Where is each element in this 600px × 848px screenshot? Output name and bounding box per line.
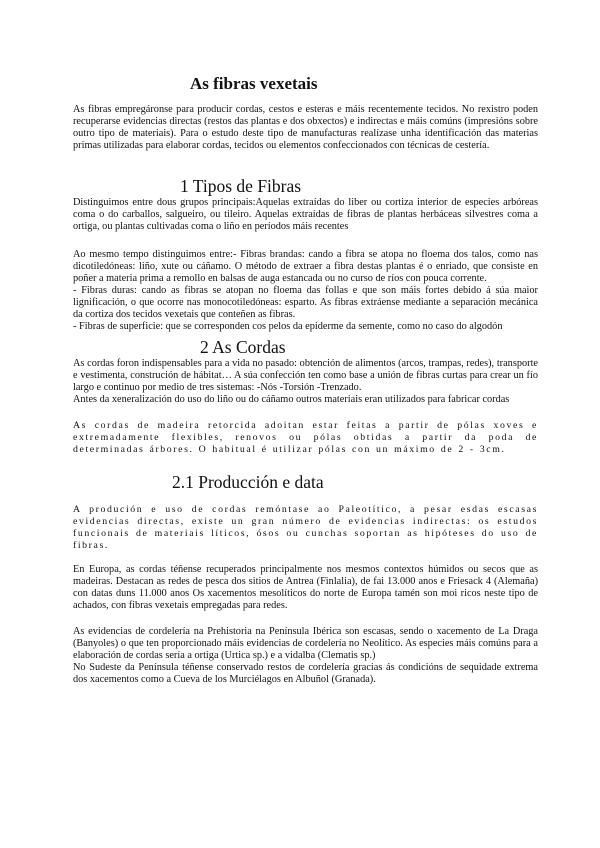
intro-text: As fibras empregáronse para producir cordas, cestos e esteras e máis recentemente tecidos. No rexistro poden recuperarse evidencias directas (restos das plantas e dos obxectos) e indirectas e máis comúns (impresións sobre outro tipo de materiais). Para o estudo deste tipo de manufacturas realízase unha identificación das materias primas utilizadas para elaborar cordas, tecidos ou elementos confeccionados con técnicas de cestería. <box>73 104 538 151</box>
document-title: As fibras vexetais <box>190 74 318 93</box>
paragraph-text: A produción e uso de cordas remóntase ao Paleotítico, a pesar esdas escasas evidencias directas, existe un gran número de evidencias indirectas: os estudos funcionais de materiais líticos, ósos ou cunchas soportan as hipóteses do uso de fibras. <box>73 504 538 551</box>
intro-paragraph <box>73 104 538 152</box>
paragraph-text: En Europa, as cordas téñense recuperados principalmente nos mesmos contextos húmidos ou secos que as madeiras. Destacan as redes de pesca dos sitios de Antrea (Finlalia), de fai 13.000 anos e Friesack 4 (Alemaña) con datas duns 11.000 anos Os xacementos mesolíticos do norte de Europa tamén son moi ricos neste tipo de achados, con fibras vexetais empregadas para redes. <box>73 564 538 611</box>
paragraph-line: Ao mesmo tempo distinguimos entre:- Fibras brandas: cando a fibra se atopa no floema dos talos, como nas dicotiledóneas: liño, xute ou cáñamo. O método de extraer a fibra destas plantas é o enriado, que consiste en poñer a materia prima a remollo en balsas de auga estancada ou no curso de ríos con pouca corrente. <box>73 249 538 284</box>
paragraph-line: - Fibras duras: cando as fibras se atopan no floema das follas e que son máis fortes debido á súa maior lignificación, o que ocorre nas monocotiledóneas: esparto. As fibras extráense mediante a separación mecánica da cortiza dos tecidos vexetais que conteñen as fibras. <box>73 285 538 320</box>
paragraph-line: As cordas foron indispensables para a vida no pasado: obtención de alimentos (arcos, trampas, redes), transporte e vestimenta, construción de hábitat… A súa confección ten como base a unión de fibras curtas para crear un fío largo e continuo por medio de tres sistemas: -Nós -Torsión -Trenzado. <box>73 358 538 393</box>
section2-paragraph-1 <box>73 358 538 406</box>
section-heading-as-cordas: 2 As Cordas <box>200 337 286 357</box>
section1-paragraph-2 <box>73 249 538 333</box>
section-heading-produccion-e-data: 2.1 Producción e data <box>172 472 324 492</box>
paragraph-line: No Sudeste da Península téñense conservado restos de cordelería gracias ás condicións de sequidade extrema dos xacementos como a Cueva de los Murciélagos en Albuñol (Granada). <box>73 662 538 685</box>
paragraph-line: - Fibras de superficie: que se corresponden cos pelos da epiderme da semente, como no caso do algodón <box>73 321 503 332</box>
section2-paragraph-2 <box>73 420 538 456</box>
section21-paragraph-3 <box>73 626 538 686</box>
paragraph-text: As cordas de madeira retorcida adoitan estar feitas a partir de pólas xoves e extremadamente flexibles, renovos ou pólas obtidas a partir da poda de determinadas árbores. O habitual é utilizar pólas con un máximo de 2 - 3cm. <box>73 420 538 455</box>
paragraph-line: Antes da xeneralización do uso do liño ou do cáñamo outros materiais eran utilizados para fabricar cordas <box>73 394 510 405</box>
paragraph-text: Distinguimos entre dous grupos principais:Aquelas extraídas do liber ou cortiza interior de especies arbóreas coma o do carballos, salgueiro, ou tileiro. Aquelas extraídas de fibras de plantas herbáceas silvestres coma a ortiga, ou plantas cultivadas coma o liño en períodos máis recentes <box>73 197 538 232</box>
paragraph-line: As evidencias de cordelería na Prehistoria na Península Ibérica son escasas, sendo o xacemento de La Draga (Banyoles) o que ten proporcionado máis evidencias de cordelería no Neolítico. As especies máis comúns para a elaboración de cordas sería a ortiga (Urtica sp.) e a vidalba (Clematis sp.) <box>73 626 538 661</box>
section-heading-tipos-de-fibras: 1 Tipos de Fibras <box>180 176 302 196</box>
section21-paragraph-2 <box>73 564 538 612</box>
section1-paragraph-1 <box>73 197 538 233</box>
section21-paragraph-1 <box>73 504 538 552</box>
